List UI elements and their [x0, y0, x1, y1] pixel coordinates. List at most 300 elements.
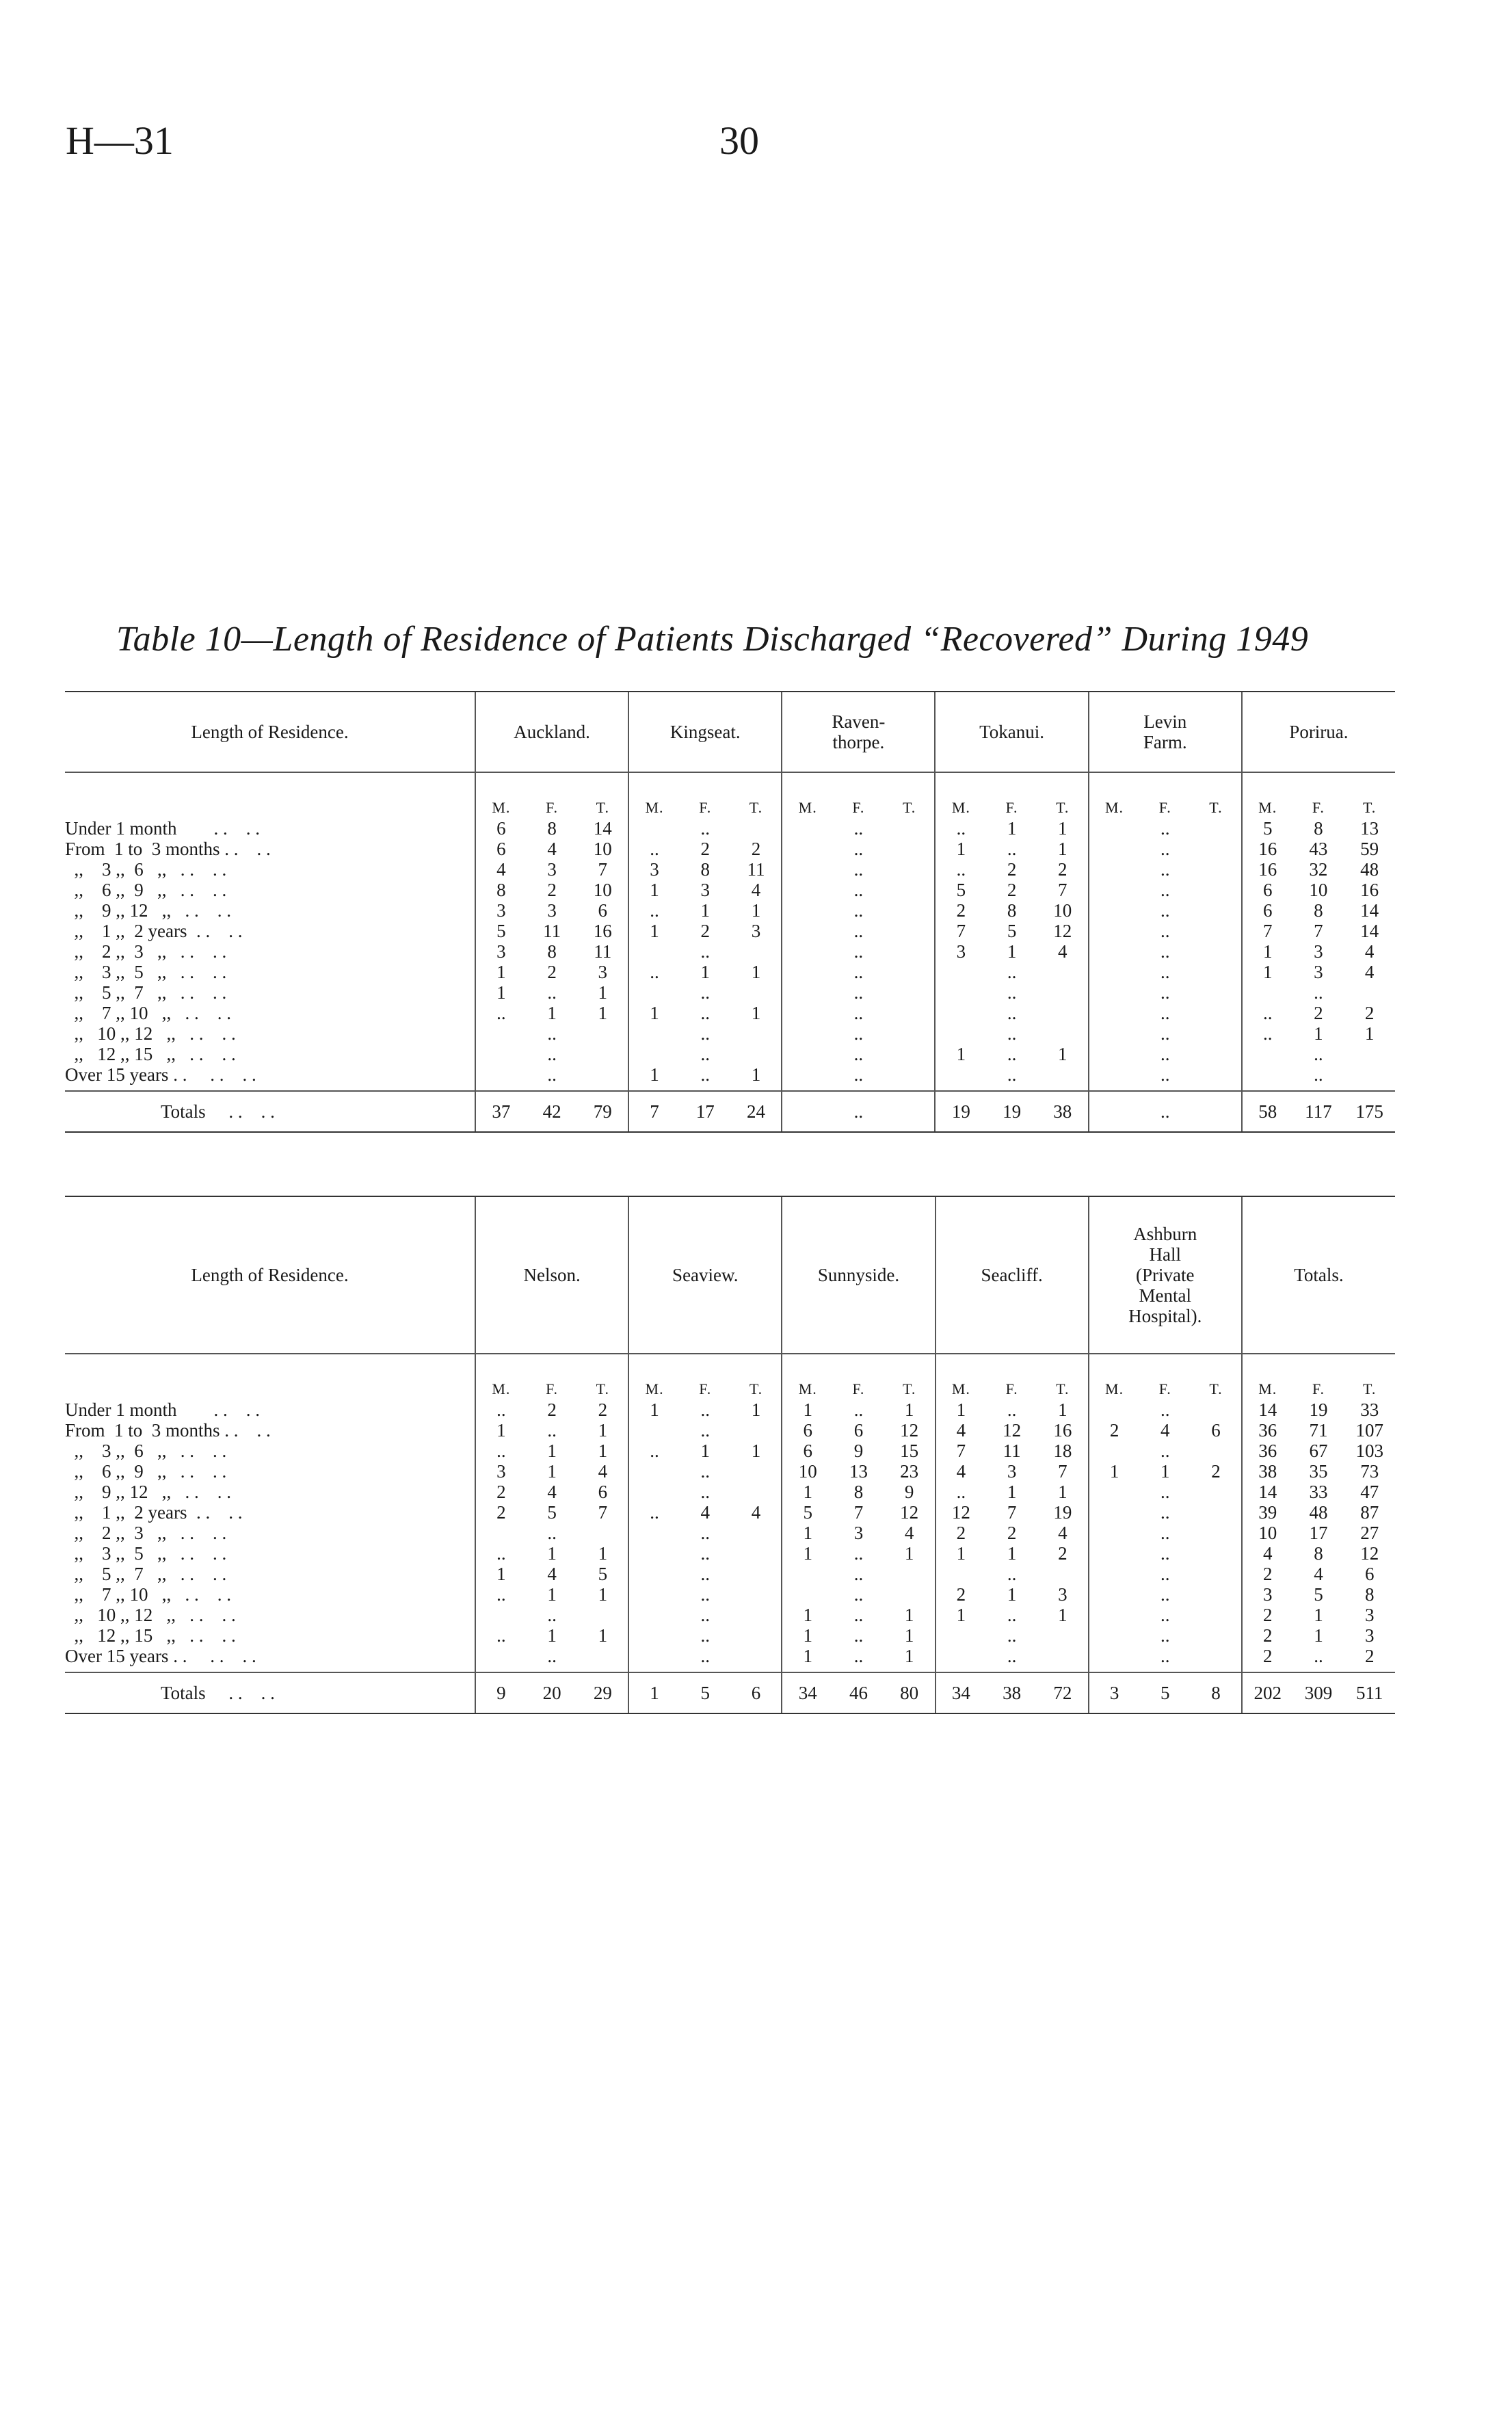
table-cell: 1: [475, 962, 527, 982]
table-cell: ..: [700, 1064, 710, 1085]
table-cell: ..: [853, 1543, 864, 1564]
table-cell: 1: [936, 1399, 987, 1420]
table-cell: [1191, 1625, 1242, 1646]
row-label: Over 15 years . . . . . .: [65, 1646, 256, 1666]
totals-cell: 5: [680, 1672, 731, 1713]
totals-cell: [1089, 1091, 1140, 1132]
table-cell: 48: [1360, 859, 1379, 880]
table-cell: 1: [1058, 1044, 1067, 1064]
table-cell: [1191, 1003, 1242, 1023]
totals-cell: [782, 1091, 833, 1132]
table-cell: ..: [700, 1543, 711, 1564]
table-cell: [1191, 859, 1242, 880]
table-cell: ..: [1160, 1064, 1170, 1085]
sex-subheader: F.: [699, 799, 712, 816]
table-row: [65, 839, 1395, 859]
table-cell: [475, 1023, 527, 1044]
row-label: ,, 9 ,, 12 ,, . . . .: [65, 900, 231, 921]
table-cell: 1: [1314, 1605, 1323, 1625]
table-cell: 1: [782, 1646, 833, 1672]
table-cell: 2: [475, 1502, 527, 1523]
table-cell: 1: [1314, 1023, 1323, 1044]
totals-cell: 309: [1293, 1672, 1344, 1713]
sex-subheader: M.: [935, 772, 986, 818]
table-cell: ..: [700, 941, 710, 962]
table-cell: 1: [1007, 1543, 1017, 1564]
table-row: [65, 1482, 1395, 1502]
totals-cell: 42: [527, 1091, 578, 1132]
table-cell: 4: [1242, 1543, 1293, 1564]
table-cell: 7: [853, 1502, 864, 1523]
sex-subheader: T.: [1056, 1380, 1070, 1397]
table-cell: 9: [904, 1482, 914, 1502]
table-cell: 2: [598, 1399, 608, 1420]
table-cell: 1: [547, 1584, 557, 1605]
table-cell: 33: [1360, 1399, 1379, 1420]
table-cell: 2: [1242, 1625, 1293, 1646]
table-cell: [1191, 839, 1242, 859]
table-cell: 4: [1364, 941, 1375, 962]
row-label: Under 1 month . . . .: [65, 1399, 260, 1420]
sex-subheader: T.: [1362, 799, 1377, 816]
table-cell: 1: [475, 1564, 527, 1584]
page-number: 30: [719, 118, 759, 163]
table-cell: 36: [1242, 1420, 1293, 1441]
table-cell: [782, 962, 833, 982]
table-cell: 1: [1058, 1605, 1067, 1625]
row-label: ,, 7 ,, 10 ,, . . . .: [65, 1003, 231, 1023]
table-cell: [935, 1064, 986, 1091]
table-cell: 16: [1360, 880, 1379, 900]
totals-row: [65, 1672, 1395, 1713]
table-cell: [1191, 962, 1242, 982]
row-label: ,, 9 ,, 12 ,, . . . .: [65, 1482, 231, 1502]
table-cell: 1: [628, 1003, 680, 1023]
row-label: ,, 12 ,, 15 ,, . . . .: [65, 1044, 236, 1064]
table-cell: [731, 1044, 782, 1064]
table-cell: 3: [598, 962, 608, 982]
table-cell: [1191, 1543, 1242, 1564]
totals-label: Totals . . . .: [65, 1672, 475, 1713]
table-cell: 1: [1242, 962, 1293, 982]
table-cell: [884, 1023, 936, 1044]
table-cell: 16: [593, 921, 612, 941]
table-cell: ..: [547, 1646, 557, 1666]
table-cell: ..: [1007, 982, 1017, 1003]
table-cell: ..: [1160, 982, 1170, 1003]
table-cell: 10: [593, 839, 612, 859]
table-cell: 4: [751, 1502, 761, 1523]
table-row: [65, 1044, 1395, 1064]
table-cell: 1: [547, 1543, 557, 1564]
table-cell: ..: [1314, 1044, 1323, 1064]
table-cell: ..: [1160, 1605, 1170, 1625]
table-cell: 1: [935, 839, 986, 859]
table-cell: 38: [1242, 1461, 1293, 1482]
totals-cell: [884, 1091, 936, 1132]
table-cell: ..: [1160, 1584, 1170, 1605]
table-cell: [782, 1064, 833, 1091]
table-cell: 14: [1242, 1399, 1293, 1420]
table-cell: 8: [547, 818, 557, 839]
table-cell: ..: [1007, 1003, 1017, 1023]
table-cell: ..: [700, 1399, 711, 1420]
table-cell: [628, 1044, 680, 1064]
table-row: [65, 1461, 1395, 1482]
table-cell: 8: [1314, 1543, 1323, 1564]
table-cell: ..: [475, 1003, 527, 1023]
table-cell: ..: [1160, 1482, 1170, 1502]
totals-cell: 79: [577, 1091, 628, 1132]
table-cell: 4: [1160, 1420, 1170, 1441]
table-cell: [1089, 1584, 1140, 1605]
table-cell: 16: [1242, 859, 1293, 880]
table-cell: 14: [1360, 900, 1379, 921]
table-cell: 1: [935, 1044, 986, 1064]
table-cell: [935, 982, 986, 1003]
table-cell: ..: [1007, 1399, 1017, 1420]
sex-subheader: M.: [1242, 1354, 1293, 1399]
table-cell: [884, 921, 936, 941]
row-label: ,, 3 ,, 5 ,, . . . .: [65, 962, 227, 982]
table-cell: 6: [475, 818, 527, 839]
table-row: [65, 1064, 1395, 1091]
table-cell: 33: [1309, 1482, 1328, 1502]
table-row: [65, 859, 1395, 880]
table-cell: ..: [1160, 941, 1170, 962]
table-cell: 1: [598, 1003, 608, 1023]
table-cell: 1: [936, 1543, 987, 1564]
table-cell: 7: [1242, 921, 1293, 941]
institution-header: Seacliff.: [936, 1196, 1089, 1354]
table-cell: 4: [475, 859, 527, 880]
table-cell: 7: [598, 859, 608, 880]
sex-subheader: F.: [546, 1380, 559, 1397]
table-cell: 3: [475, 900, 527, 921]
table-cell: 2: [1364, 1003, 1375, 1023]
table-cell: 67: [1309, 1441, 1328, 1461]
table-cell: ..: [853, 1564, 864, 1584]
table-cell: 3: [475, 1461, 527, 1482]
table-cell: [1191, 1523, 1242, 1543]
sex-subheader: M.: [936, 1354, 987, 1399]
table-cell: [577, 1044, 628, 1064]
totals-cell: [1191, 1091, 1242, 1132]
table-cell: [782, 839, 833, 859]
table-cell: ..: [1160, 1003, 1170, 1023]
table-cell: 14: [1242, 1482, 1293, 1502]
sex-subheader: M.: [628, 1354, 680, 1399]
table-cell: ..: [1007, 839, 1017, 859]
table-cell: 14: [1360, 921, 1379, 941]
table-cell: [1191, 1441, 1242, 1461]
table-cell: 3: [547, 859, 557, 880]
table-cell: 71: [1309, 1420, 1328, 1441]
table-cell: 1: [598, 1584, 608, 1605]
row-label: ,, 2 ,, 3 ,, . . . .: [65, 941, 227, 962]
table-cell: 59: [1360, 839, 1379, 859]
table-cell: ..: [1160, 839, 1170, 859]
sex-subheader: T.: [902, 799, 916, 816]
totals-label: Totals . . . .: [65, 1091, 475, 1132]
table-cell: 1: [547, 1461, 557, 1482]
table-cell: [1191, 1399, 1242, 1420]
table-cell: 5: [782, 1502, 833, 1523]
table-cell: ..: [628, 1441, 680, 1461]
table-cell: [884, 839, 936, 859]
totals-cell: 202: [1242, 1672, 1293, 1713]
table-cell: 5: [475, 921, 527, 941]
table-cell: 2: [1242, 1605, 1293, 1625]
row-label: ,, 3 ,, 5 ,, . . . .: [65, 1543, 227, 1564]
table-cell: [884, 1584, 936, 1605]
table-cell: [1089, 900, 1140, 921]
sex-subheader: F.: [852, 1380, 865, 1397]
table-cell: ..: [1314, 982, 1323, 1003]
table-cell: [1037, 1023, 1089, 1044]
table-cell: [1089, 1646, 1140, 1672]
table-cell: [1089, 1482, 1140, 1502]
table-cell: 4: [1364, 962, 1375, 982]
sex-subheader: T.: [596, 799, 609, 816]
institution-header: Porirua.: [1242, 692, 1395, 772]
table-cell: [475, 1646, 527, 1672]
table-cell: [1089, 1543, 1140, 1564]
table-cell: 2: [1314, 1003, 1323, 1023]
row-label: ,, 10 ,, 12 ,, . . . .: [65, 1023, 236, 1044]
table-cell: 6: [782, 1420, 833, 1441]
table-cell: 3: [475, 941, 527, 962]
table-cell: [1089, 941, 1140, 962]
table-cell: 1: [1364, 1023, 1375, 1044]
table-cell: [731, 818, 782, 839]
table-cell: 1: [1007, 1482, 1017, 1502]
table-cell: ..: [1160, 1523, 1170, 1543]
table-cell: [731, 1420, 782, 1441]
sex-subheader: M.: [1089, 772, 1140, 818]
row-label: ,, 6 ,, 9 ,, . . . .: [65, 880, 227, 900]
table-row: [65, 1543, 1395, 1564]
table-cell: ..: [1160, 900, 1170, 921]
table-row: [65, 1399, 1395, 1420]
table-cell: 39: [1242, 1502, 1293, 1523]
table-cell: 10: [1309, 880, 1328, 900]
table-cell: 8: [853, 1482, 864, 1502]
table-cell: 1: [628, 880, 680, 900]
table-cell: [935, 962, 986, 982]
table-row: [65, 1584, 1395, 1605]
row-label: ,, 5 ,, 7 ,, . . . .: [65, 1564, 227, 1584]
sex-subheader: M.: [628, 772, 680, 818]
table-cell: 3: [547, 900, 557, 921]
table-cell: 1: [782, 1523, 833, 1543]
table-cell: ..: [628, 839, 680, 859]
table-cell: 5: [935, 880, 986, 900]
table-cell: [475, 1523, 527, 1543]
table-cell: 1: [598, 1543, 608, 1564]
table-cell: 16: [1053, 1420, 1072, 1441]
table-cell: [1191, 1502, 1242, 1523]
totals-cell: 34: [936, 1672, 987, 1713]
table-cell: 4: [700, 1502, 711, 1523]
table-cell: 2: [700, 839, 710, 859]
table-cell: [782, 1584, 833, 1605]
table-cell: [475, 1064, 527, 1091]
table-cell: 6: [475, 839, 527, 859]
table-cell: ..: [853, 1003, 864, 1023]
table-cell: 1: [1058, 818, 1067, 839]
totals-cell: 19: [986, 1091, 1037, 1132]
table-cell: 107: [1355, 1420, 1383, 1441]
table-cell: [1089, 1625, 1140, 1646]
table-cell: [1191, 880, 1242, 900]
sex-subheader: F.: [1312, 1380, 1325, 1397]
table-cell: 11: [747, 859, 765, 880]
table-cell: ..: [853, 900, 864, 921]
table-cell: [782, 880, 833, 900]
table-cell: 4: [1058, 1523, 1067, 1543]
table-cell: 7: [935, 921, 986, 941]
table-cell: 1: [1242, 941, 1293, 962]
table-cell: 1: [904, 1399, 914, 1420]
table-cell: [1089, 982, 1140, 1003]
table-cell: [884, 962, 936, 982]
table-cell: [1037, 1564, 1089, 1584]
table-cell: [1089, 1044, 1140, 1064]
table-cell: [628, 1461, 680, 1482]
sex-subheader: M.: [475, 1354, 527, 1399]
table-cell: [628, 941, 680, 962]
table-cell: ..: [1160, 1502, 1170, 1523]
table-cell: 6: [598, 1482, 608, 1502]
table-cell: [782, 1564, 833, 1584]
totals-cell: 17: [680, 1091, 731, 1132]
sex-subheader: F.: [852, 799, 865, 816]
table-cell: [782, 859, 833, 880]
table-cell: ..: [1007, 1023, 1017, 1044]
table-cell: 11: [543, 921, 561, 941]
table-cell: ..: [700, 1003, 710, 1023]
table-cell: 1: [598, 982, 608, 1003]
table-cell: 1: [475, 1420, 527, 1441]
table-cell: 6: [1242, 880, 1293, 900]
table-cell: 8: [547, 941, 557, 962]
table-cell: 5: [1242, 818, 1293, 839]
table-cell: ..: [1160, 1023, 1170, 1044]
table-cell: ..: [700, 1461, 711, 1482]
table-cell: 1: [1089, 1461, 1140, 1482]
table-cell: 9: [853, 1441, 864, 1461]
table-cell: 1: [1007, 818, 1017, 839]
table-cell: 5: [1314, 1584, 1323, 1605]
label-column-header: Length of Residence.: [65, 692, 475, 772]
table-row: [65, 1625, 1395, 1646]
totals-cell: 175: [1344, 1091, 1395, 1132]
residence-table-1: [65, 691, 1395, 1133]
table-cell: 1: [782, 1482, 833, 1502]
sex-subheader: T.: [749, 799, 763, 816]
row-label: ,, 1 ,, 2 years . . . .: [65, 921, 243, 941]
totals-cell: 1: [628, 1672, 680, 1713]
row-label: From 1 to 3 months . . . .: [65, 839, 271, 859]
table-cell: [782, 1003, 833, 1023]
table-cell: 2: [1089, 1420, 1140, 1441]
table-row: [65, 1441, 1395, 1461]
row-label: ,, 3 ,, 6 ,, . . . .: [65, 859, 227, 880]
table-cell: 1: [1007, 941, 1017, 962]
table-cell: 1: [1007, 1584, 1017, 1605]
table-cell: [628, 1584, 680, 1605]
table-cell: 48: [1309, 1502, 1328, 1523]
totals-row: [65, 1091, 1395, 1132]
table-cell: 1: [751, 1003, 761, 1023]
table-cell: [1191, 1044, 1242, 1064]
row-label: ,, 6 ,, 9 ,, . . . .: [65, 1461, 227, 1482]
table-cell: 3: [1242, 1584, 1293, 1605]
table-row: [65, 1023, 1395, 1044]
table-cell: [731, 1523, 782, 1543]
table-cell: [628, 1023, 680, 1044]
table-cell: 3: [935, 941, 986, 962]
table-cell: 1: [782, 1543, 833, 1564]
sex-subheader: F.: [699, 1380, 712, 1397]
table-cell: 13: [1360, 818, 1379, 839]
table-cell: 10: [782, 1461, 833, 1482]
table-cell: 7: [936, 1441, 987, 1461]
table-cell: [628, 1646, 680, 1672]
institution-header: Ashburn Hall (Private Mental Hospital).: [1089, 1196, 1242, 1354]
table-cell: 4: [547, 1482, 557, 1502]
table-row: [65, 900, 1395, 921]
table-cell: 12: [1003, 1420, 1022, 1441]
table-cell: 2: [475, 1482, 527, 1502]
table-cell: 2: [1058, 859, 1067, 880]
table-cell: ..: [475, 1625, 527, 1646]
table-cell: 6: [1242, 900, 1293, 921]
table-cell: [577, 1064, 628, 1091]
table-cell: [935, 1003, 986, 1023]
table-cell: [884, 1044, 936, 1064]
table-cell: [1191, 1605, 1242, 1625]
table-cell: 2: [936, 1523, 987, 1543]
table-cell: [782, 1023, 833, 1044]
table-cell: ..: [1007, 962, 1017, 982]
row-label: From 1 to 3 months . . . .: [65, 1420, 271, 1441]
table-cell: ..: [628, 900, 680, 921]
table-cell: 1: [904, 1543, 914, 1564]
table-cell: 6: [598, 900, 608, 921]
institution-header: Raven- thorpe.: [782, 692, 935, 772]
row-label: Over 15 years . . . . . .: [65, 1064, 256, 1085]
table-cell: 12: [1360, 1543, 1379, 1564]
table-cell: [1191, 1482, 1242, 1502]
table-row: [65, 1605, 1395, 1625]
table-cell: ..: [628, 1502, 680, 1523]
table-cell: [1242, 1044, 1293, 1064]
table-cell: [731, 1023, 782, 1044]
table-cell: [1344, 982, 1395, 1003]
totals-cell: 7: [628, 1091, 680, 1132]
table-cell: ..: [700, 1625, 711, 1646]
table-cell: ..: [853, 1064, 864, 1085]
table-cell: 36: [1242, 1441, 1293, 1461]
table-cell: [731, 1543, 782, 1564]
table-cell: ..: [547, 1523, 557, 1543]
table-cell: 13: [849, 1461, 868, 1482]
table-cell: ..: [1160, 921, 1170, 941]
table-cell: 4: [904, 1523, 914, 1543]
sex-subheader: M.: [1242, 772, 1293, 818]
